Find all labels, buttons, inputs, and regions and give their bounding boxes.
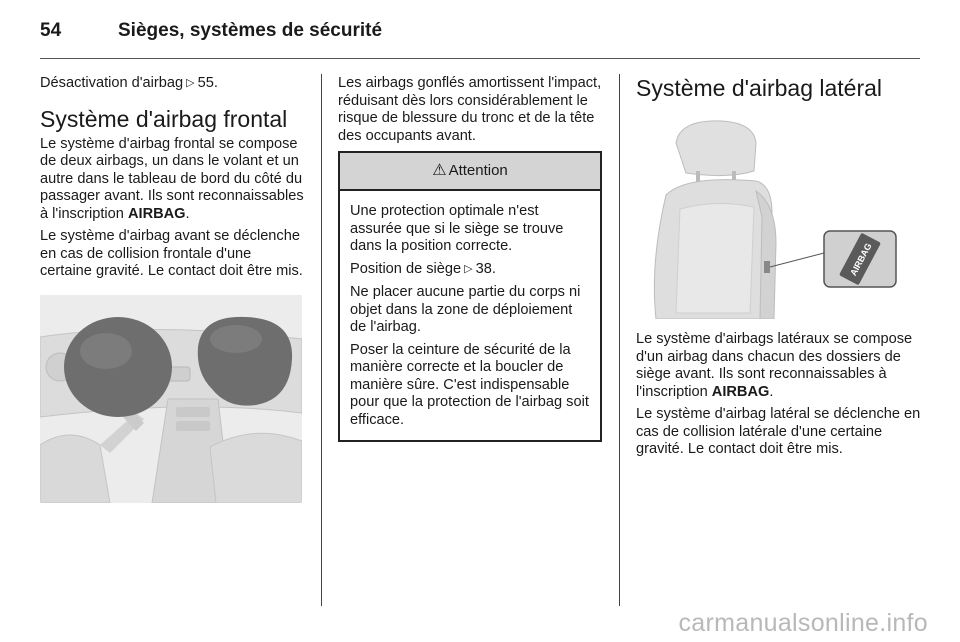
side-airbag-illustration	[636, 113, 900, 319]
warning-paragraph: Poser la ceinture de sécurité de la manière correcte et la boucler de manière sûre. C'est indispensable pour que la protection de l'airbag soit efficace.	[350, 341, 589, 428]
column-3	[636, 75, 922, 464]
warning-triangle-icon: ⚠	[432, 162, 447, 180]
frontal-airbag-illustration	[40, 295, 302, 503]
cross-reference[interactable]: Position de siège ▷ 38.	[350, 260, 496, 277]
column-divider	[321, 74, 322, 606]
column-divider	[619, 74, 620, 606]
warning-paragraph: Une protection optimale n'est assurée que si le siège se trouve dans la position correcte.	[350, 203, 564, 254]
column-1	[40, 75, 306, 503]
callout-airbag-label: AIRBAG	[848, 241, 874, 278]
warning-body	[340, 191, 600, 440]
paragraph: Le système d'airbags latéraux se compose d'un airbag dans chacun des dossiers de siège avant. Ils sont reconnaissables à l'inscription AIRBAG.	[636, 331, 913, 400]
column-2	[338, 75, 602, 442]
watermark: carmanualsonline.info	[678, 609, 928, 637]
page-number: 54	[40, 20, 62, 41]
arrow-right-triangle-icon: ▷	[464, 262, 473, 275]
paragraph: Le système d'airbag latéral se déclenche en cas de collision latérale d'une certaine gravité. Le contact doit être mis.	[636, 406, 921, 457]
warning-title: Attention	[448, 162, 508, 180]
warning-paragraph: Ne placer aucune partie du corps ni objet dans la zone de déploiement de l'airbag.	[350, 284, 581, 335]
paragraph: Le système d'airbag frontal se compose de deux airbags, un dans le volant et un autre dans le tableau de bord du côté du passager avant. Ils sont reconnaissables à l'inscription AIRBAG.	[40, 135, 304, 222]
section-title: Sièges, systèmes de sécurité	[118, 20, 383, 41]
heading-frontal-airbag: Système d'airbag frontal	[40, 105, 288, 132]
heading-side-airbag: Système d'airbag latéral	[636, 75, 883, 101]
paragraph: Le système d'airbag avant se déclenche en cas de collision frontale d'une certaine gravité. Le contact doit être mis.	[40, 228, 303, 279]
arrow-right-triangle-icon: ▷	[186, 77, 195, 89]
paragraph: Les airbags gonflés amortissent l'impact, réduisant dès lors considérablement le risque de blessure du tronc et de la tête des occupants avant.	[338, 75, 602, 144]
header-rule	[40, 58, 920, 59]
cross-reference[interactable]	[40, 75, 306, 94]
ref-page: 55.	[197, 75, 218, 91]
airbag-label: AIRBAG	[127, 205, 186, 222]
page-header	[40, 20, 920, 60]
airbag-label: AIRBAG	[711, 383, 770, 400]
warning-header	[340, 153, 600, 191]
warning-box	[338, 151, 602, 442]
ref-text: Désactivation d'airbag	[40, 75, 184, 91]
